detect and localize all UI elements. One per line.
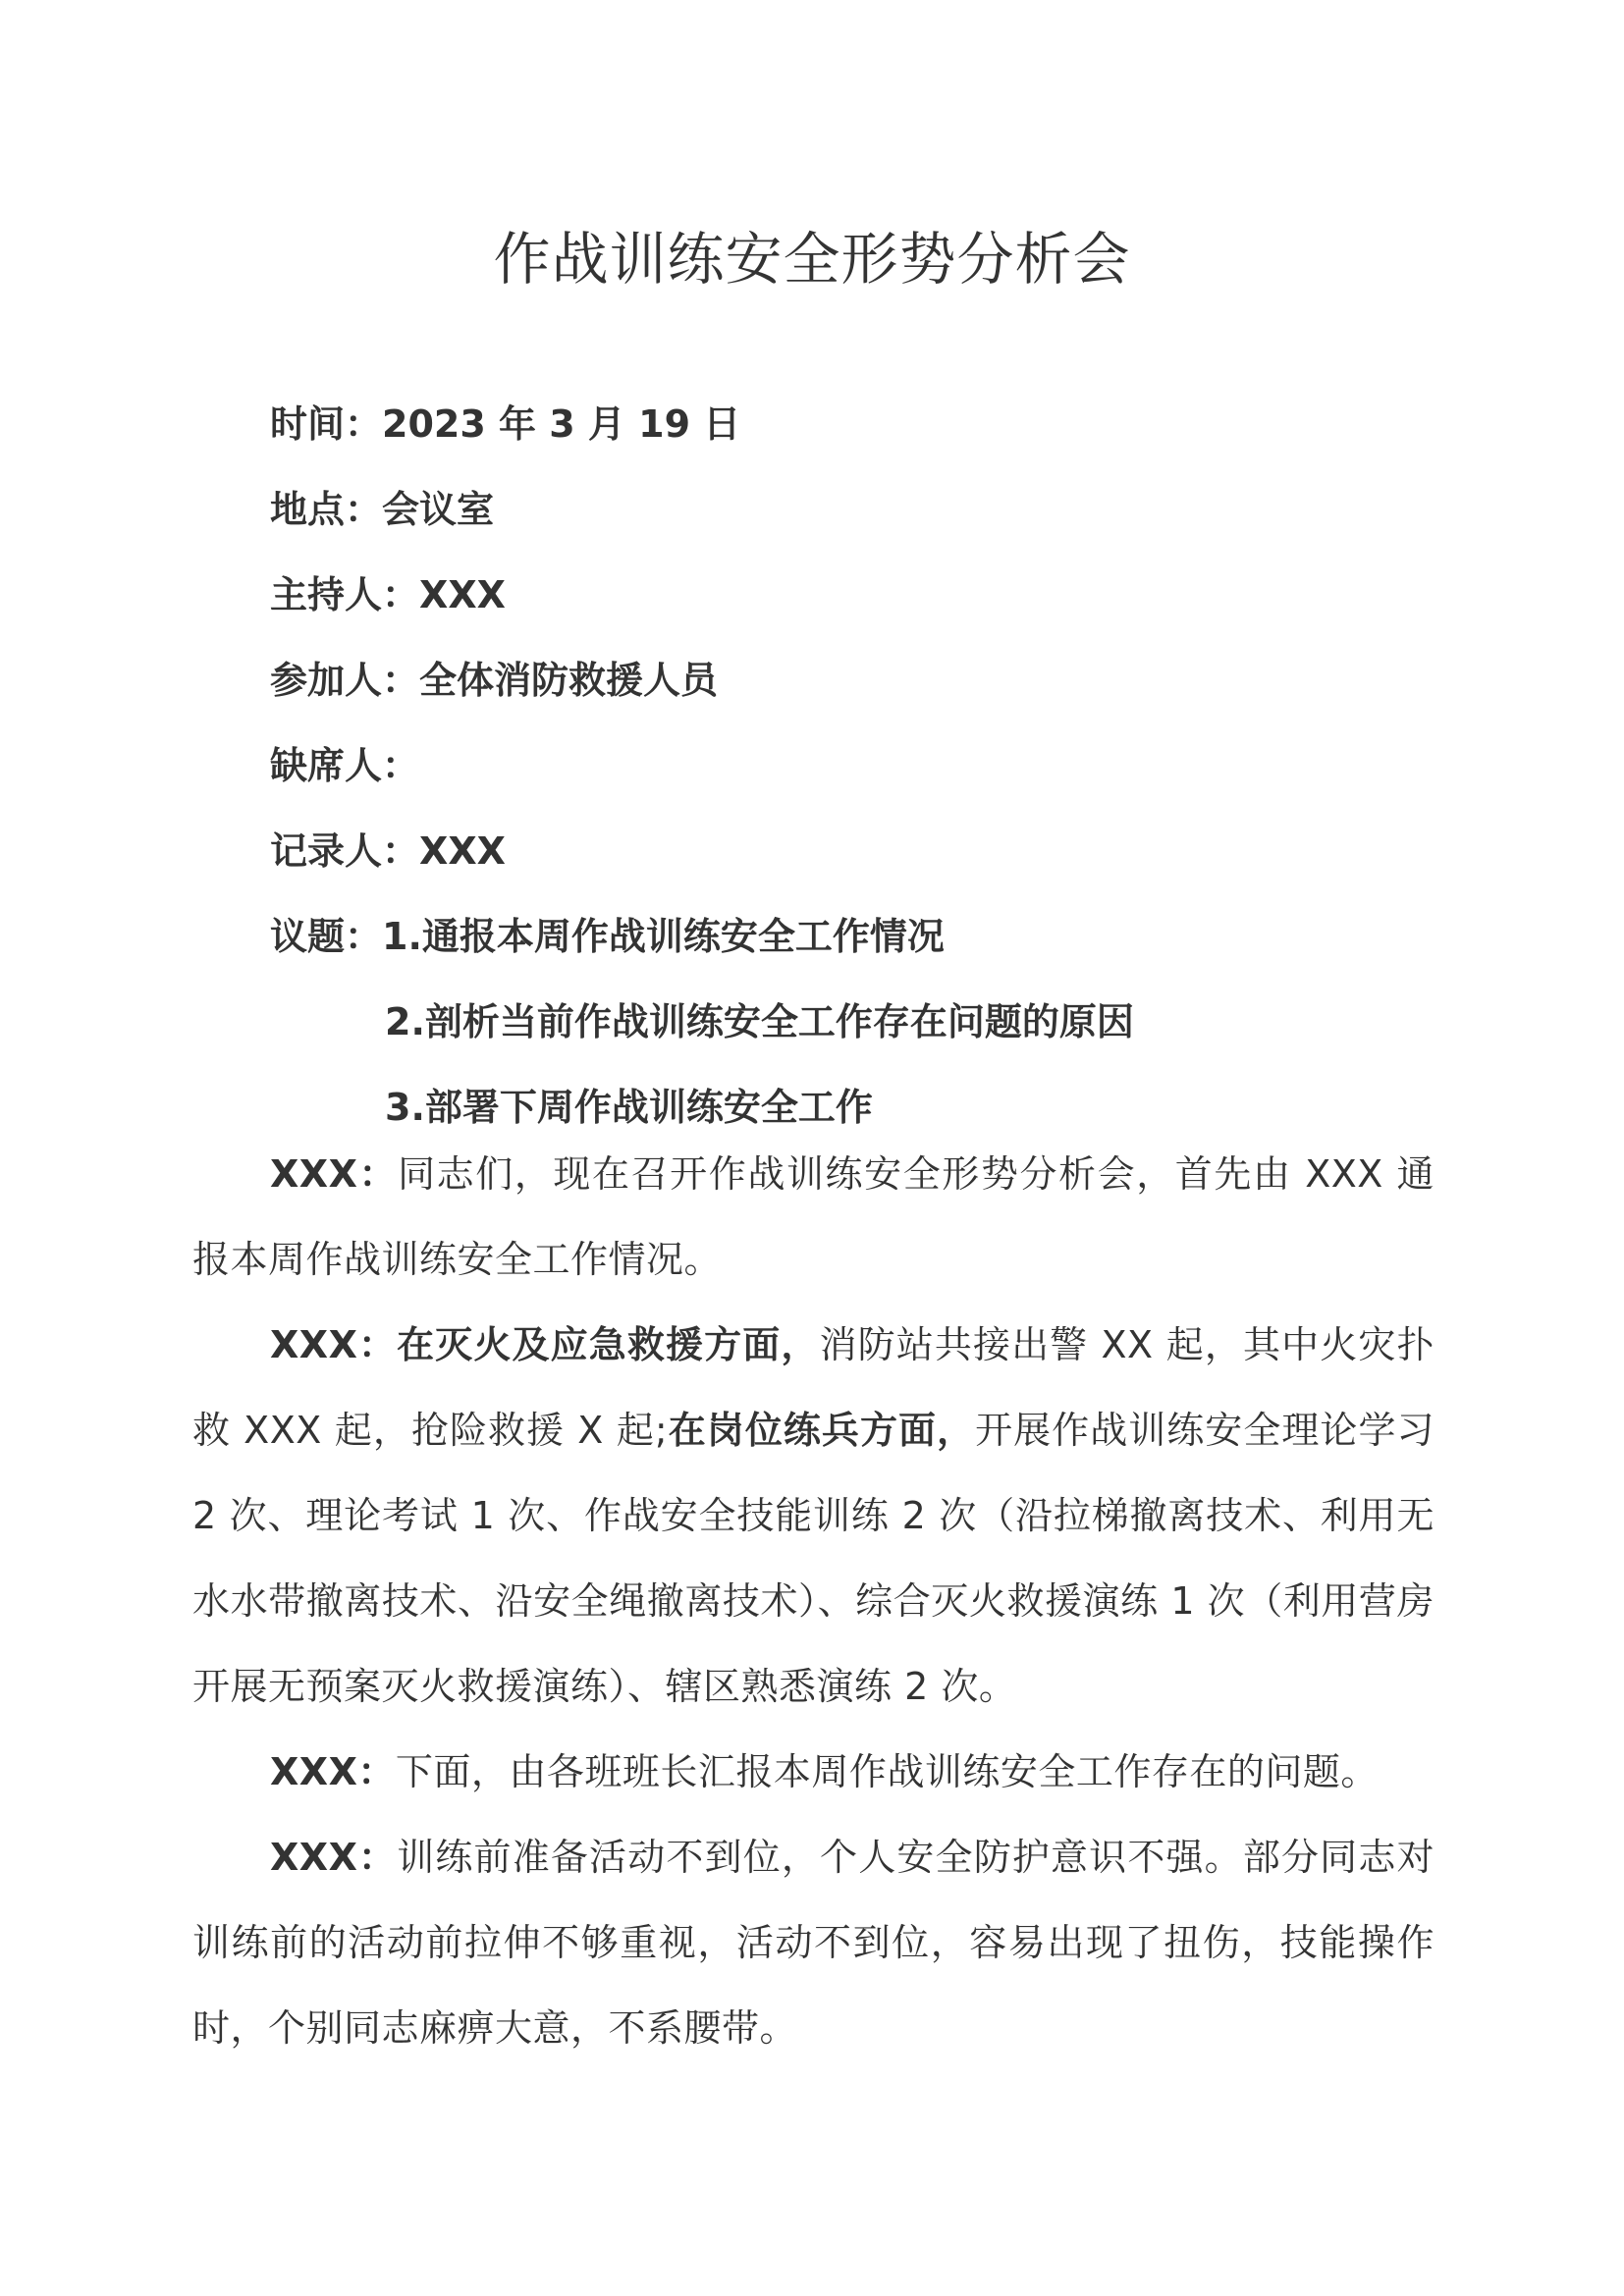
paragraph-problems-intro xyxy=(192,1730,1435,1815)
agenda-label: 议题： xyxy=(270,915,383,958)
time-value: 2023 年 3 月 19 日 xyxy=(382,402,741,446)
meeting-attendees xyxy=(270,656,718,705)
time-label: 时间： xyxy=(270,402,383,446)
paragraph-text: 开展作战训练安全理论学习 2 次、理论考试 1 次、作战安全技能训练 2 次（沿拉梯撤离技术、利用无水水带撤离技术、沿安全绳撤离技术）、综合灭火救援演练 1 次（利用营房开展无预案灭火救援演练）、辖区熟悉演练 2 次。 xyxy=(192,1409,1435,1708)
place-label: 地点： xyxy=(270,488,383,531)
meeting-time xyxy=(270,400,740,449)
host-value: XXX xyxy=(419,573,506,616)
absent-label: 缺席人： xyxy=(270,744,420,787)
paragraph-text: 下面，由各班班长汇报本周作战训练安全工作存在的问题。 xyxy=(395,1750,1379,1793)
host-label: 主持人： xyxy=(270,573,420,616)
paragraph-text: 同志们，现在召开作战训练安全形势分析会，首先由 XXX 通报本周作战训练安全工作情况。 xyxy=(192,1152,1435,1281)
section-heading: 在岗位练兵方面， xyxy=(668,1409,976,1452)
paragraph-text: 训练前准备活动不到位，个人安全防护意识不强。部分同志对训练前的活动前拉伸不够重视，活动不到位，容易出现了扭伤，技能操作时，个别同志麻痹大意，不系腰带。 xyxy=(192,1836,1435,2050)
meeting-absent xyxy=(270,741,419,790)
speaker-name: XXX： xyxy=(270,1750,396,1793)
agenda-item: 1.通报本周作战训练安全工作情况 xyxy=(382,915,945,958)
paragraph-report xyxy=(192,1303,1435,1730)
speaker-name: XXX： xyxy=(270,1323,398,1366)
meeting-agenda xyxy=(270,912,945,961)
agenda-item: 3.部署下周作战训练安全工作 xyxy=(385,1086,873,1129)
attendees-label: 参加人： xyxy=(270,659,420,702)
section-heading: 在灭火及应急救援方面， xyxy=(397,1323,820,1366)
speaker-name: XXX： xyxy=(270,1836,398,1879)
attendees-value: 全体消防救援人员 xyxy=(419,659,719,702)
meeting-place xyxy=(270,485,494,534)
recorder-value: XXX xyxy=(419,829,506,873)
page-title: 作战训练安全形势分析会 xyxy=(493,226,1131,293)
paragraph-text: 消防站共接出警 XX 起，其中火灾扑救 XXX 起，抢险救援 X 起; xyxy=(192,1323,1435,1452)
paragraph-problems xyxy=(192,1815,1435,2071)
speaker-name: XXX： xyxy=(270,1152,399,1196)
place-value: 会议室 xyxy=(382,488,495,531)
meeting-recorder xyxy=(270,827,506,876)
recorder-label: 记录人： xyxy=(270,829,420,873)
agenda-item: 2.剖析当前作战训练安全工作存在问题的原因 xyxy=(385,1000,1134,1043)
meeting-host xyxy=(270,570,506,619)
paragraph-opening xyxy=(192,1132,1435,1303)
